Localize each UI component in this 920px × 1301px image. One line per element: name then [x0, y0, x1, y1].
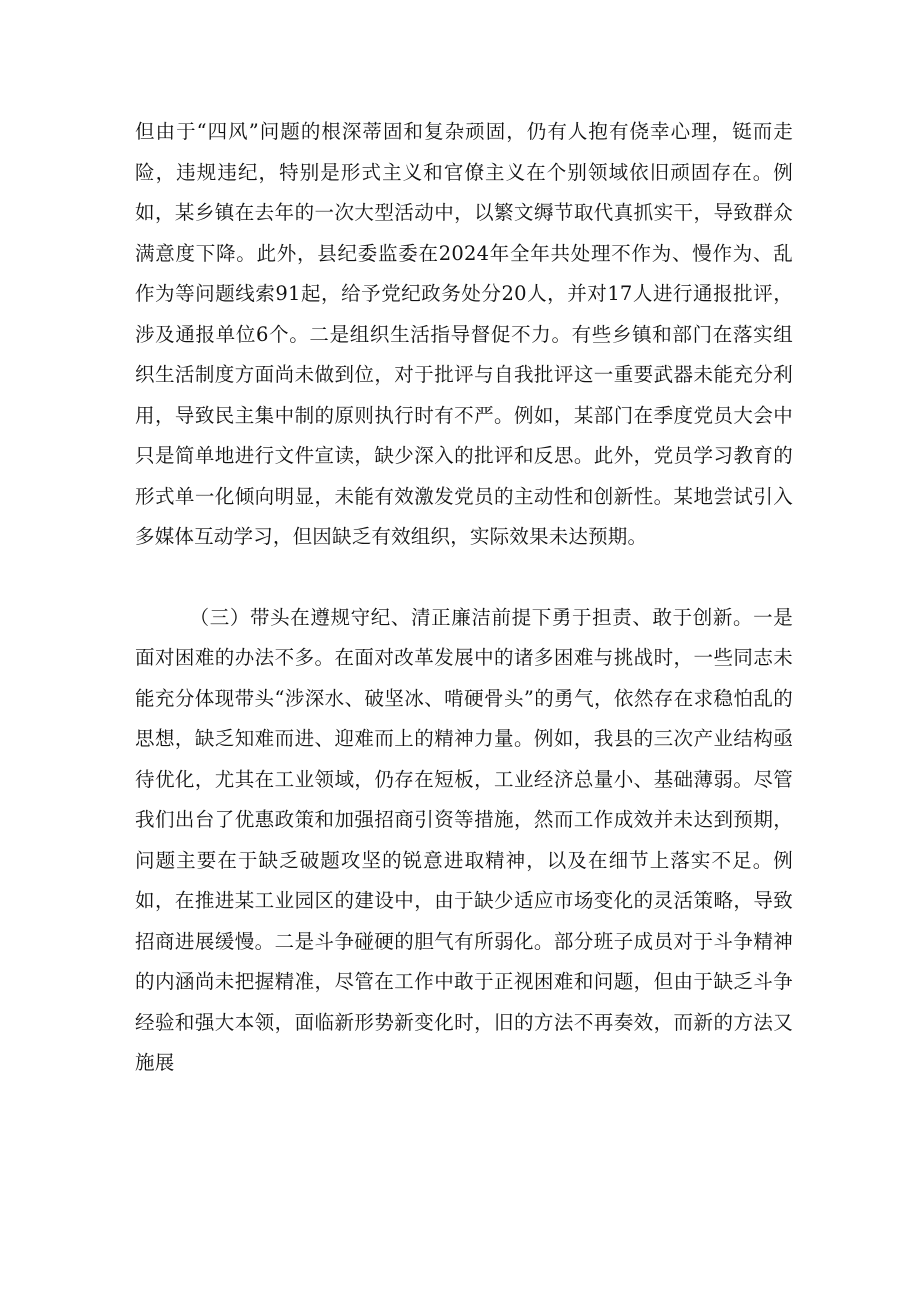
body-paragraph-2: （三）带头在遵规守纪、清正廉洁前提下勇于担责、敢于创新。一是面对困难的办法不多。在面对改革发展中的诸多困难与挑战时，一些同志未能充分体现带头“涉深水、破坚冰、啃硬骨头”的勇气，依然存在求稳怕乱的思想，缺乏知难而进、迎难而上的精神力量。例如，我县的三次产业结构亟待优化，尤其在工业领域，仍存在短板，工业经济总量小、基础薄弱。尽管我们出台了优惠政策和加强招商引资等措施，然而工作成效并未达到预期，问题主要在于缺乏破题攻坚的锐意进取精神，以及在细节上落实不足。例如，在推进某工业园区的建设中，由于缺少适应市场变化的灵活策略，导致招商进展缓慢。二是斗争碰硬的胆气有所弱化。部分班子成员对于斗争精神的内涵尚未把握精准，尽管在工作中敢于正视困难和问题，但由于缺乏斗争经验和强大本领，面临新形势新变化时，旧的方法不再奏效，而新的方法又施展 [135, 605, 793, 1074]
document-body [135, 112, 793, 1084]
body-paragraph-1: 但由于“四风”问题的根深蒂固和复杂顽固，仍有人抱有侥幸心理，铤而走险，违规违纪，特别是形式主义和官僚主义在个别领域依旧顽固存在。例如，某乡镇在去年的一次大型活动中，以繁文缛节取代真抓实干，导致群众满意度下降。此外，县纪委监委在2024年全年共处理不作为、慢作为、乱作为等问题线索91起，给予党纪政务处分20人，并对17人进行通报批评，涉及通报单位6个。二是组织生活指导督促不力。有些乡镇和部门在落实组织生活制度方面尚未做到位，对于批评与自我批评这一重要武器未能充分利用，导致民主集中制的原则执行时有不严。例如，某部门在季度党员大会中只是简单地进行文件宣读，缺少深入的批评和反思。此外，党员学习教育的形式单一化倾向明显，未能有效激发党员的主动性和创新性。某地尝试引入多媒体互动学习，但因缺乏有效组织，实际效果未达预期。 [135, 120, 793, 548]
